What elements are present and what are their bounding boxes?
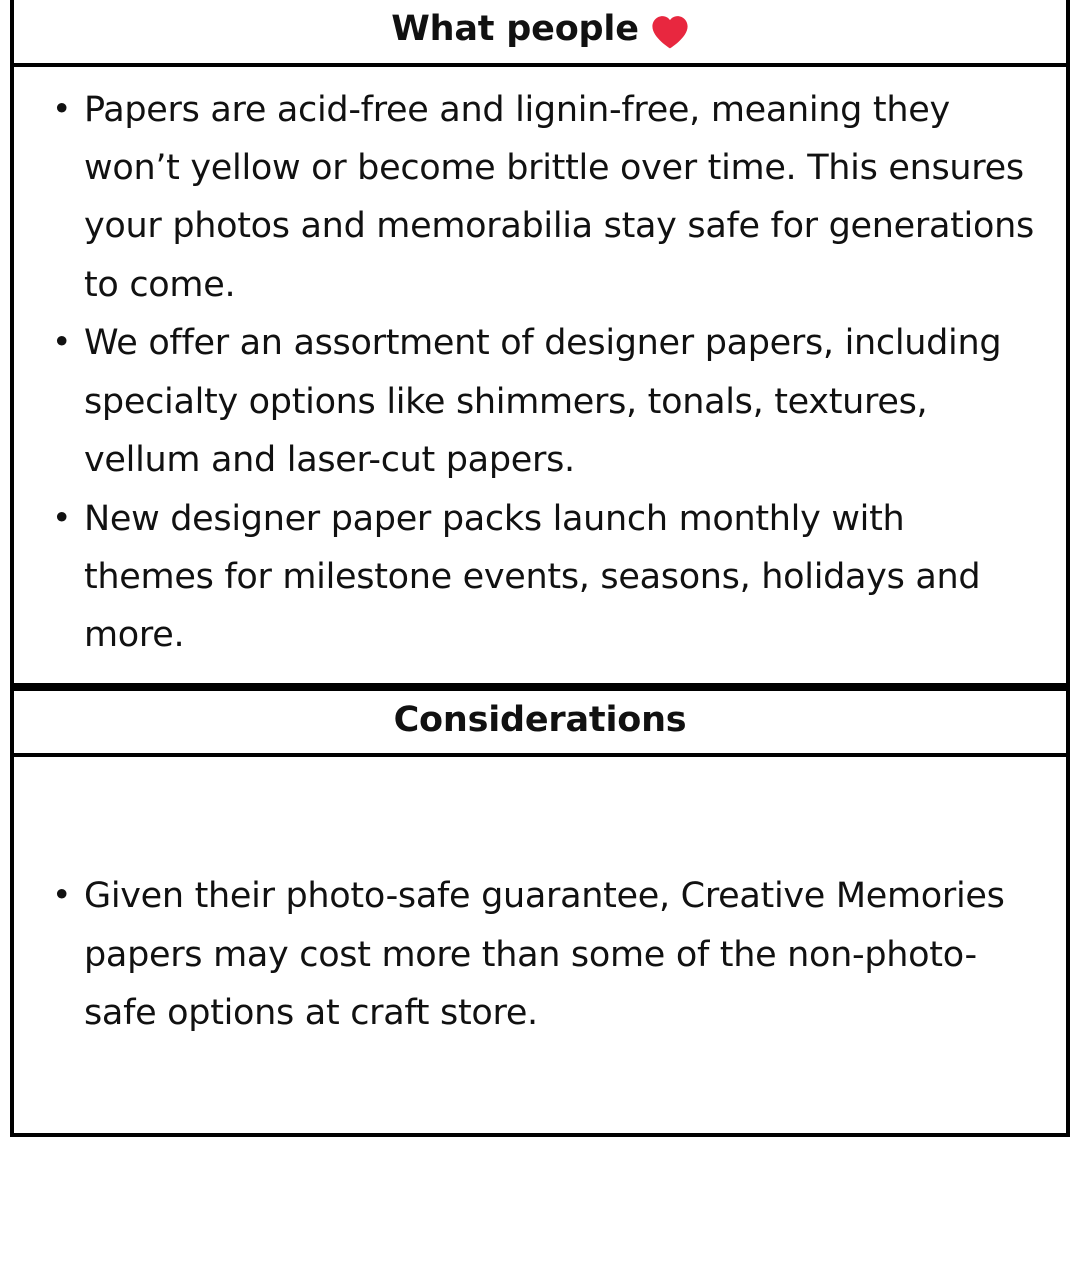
section-body-considerations [10,757,1070,1137]
comparison-table [10,0,1070,1137]
heart-icon [651,15,689,49]
list-item: • Given their photo-safe guarantee, Creative Memories papers may cost more than some of the non-photo-safe options at craft store. [40,867,1040,1042]
list-item: • New designer paper packs launch monthly with themes for milestone events, seasons, holidays and more. [40,490,1040,665]
section-title: What people [391,9,639,49]
section-title: Considerations [393,699,687,740]
section-body-what-people-love [10,67,1070,687]
header-inner [391,10,688,49]
section-header-what-people-love [10,0,1070,67]
bullet-list-what-people-love [40,81,1040,665]
section-header-considerations [10,687,1070,758]
list-item: • We offer an assortment of designer papers, including specialty options like shimmers, tonals, textures, vellum and laser-cut papers. [40,314,1040,489]
bullet-list-considerations [40,867,1040,1042]
list-item: • Papers are acid-free and lignin-free, meaning they won’t yellow or become brittle over time. This ensures your photos and memorabilia stay safe for generations to come. [40,81,1040,315]
